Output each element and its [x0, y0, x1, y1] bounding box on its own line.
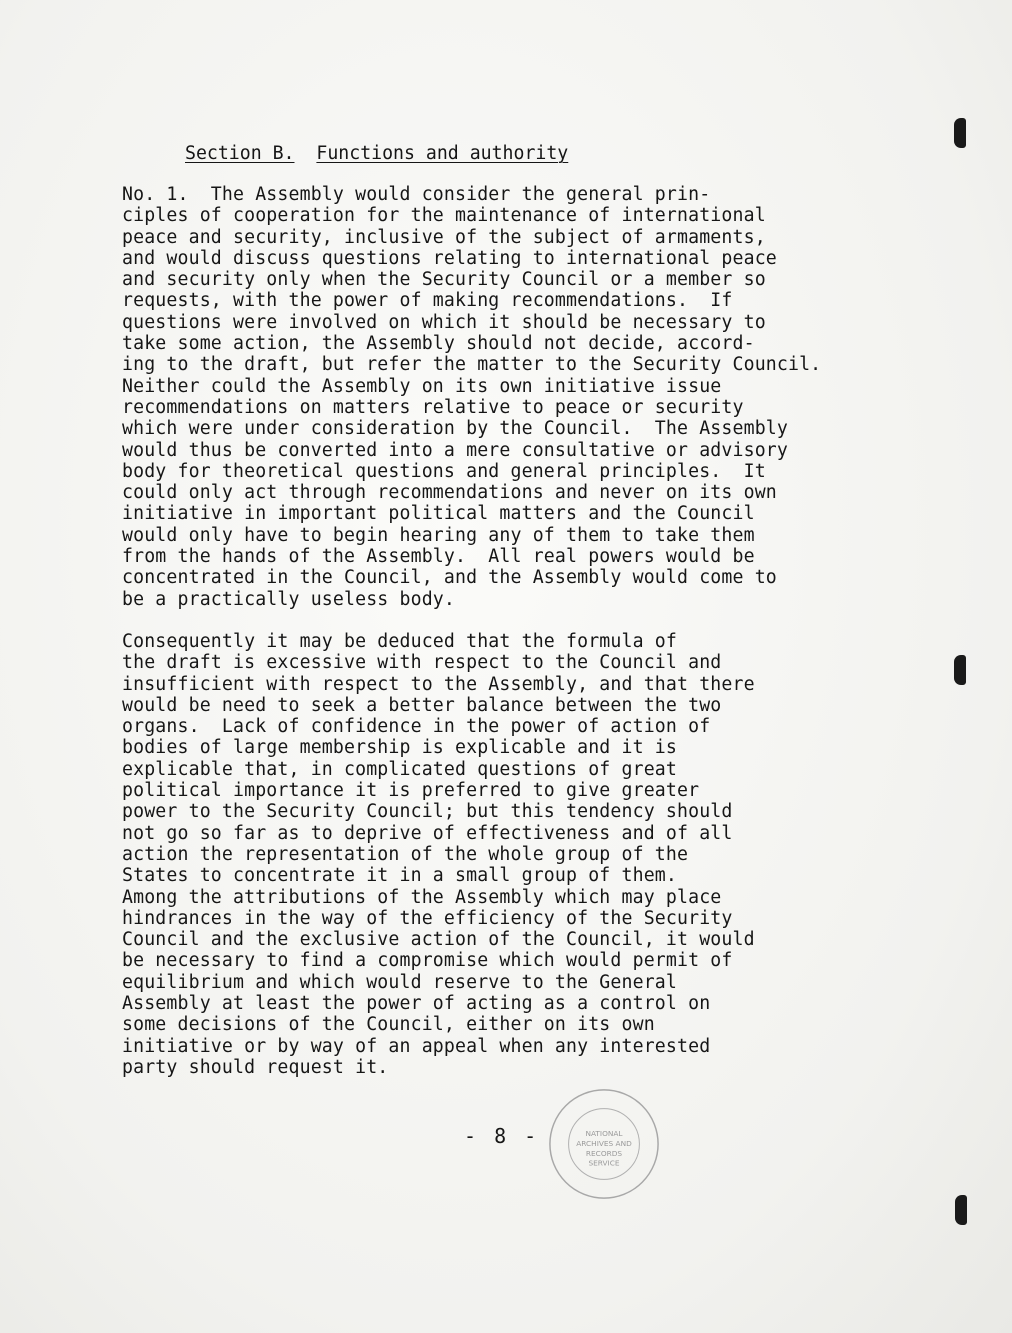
punch-hole-top: [954, 118, 966, 148]
svg-text:RECORDS: RECORDS: [585, 1148, 623, 1158]
paragraph-no-1: No. 1. The Assembly would consider the general prin- ciples of cooperation for the maintenance of international peace and security, inclusive of the subject of armaments, and would discuss questions relating to international peace and security only when the Security Council or a member so requests, with the power of making recommendations. If questions were involved on which it should be necessary to take some action, the Assembly should not decide, accord- ing to the draft, but refer the matter to the Security Council. Neither could the Assembly on its own initiative issue recommendations on matters relative to peace or security which were under consideration by the Council. The Assembly would thus be converted into a mere consultative or advisory body for theoretical questions and general principles. It could only act through recommendations and never on its own initiative in important political matters and the Council would only have to begin hearing any of them to take them from the hands of the Assembly. All real powers would be concentrated in the Council, and the Assembly would come to be a practically useless body.: [122, 184, 822, 610]
section-heading: [185, 143, 568, 164]
archive-stamp: [545, 1085, 663, 1203]
paragraph-consequently: Consequently it may be deduced that the formula of the draft is excessive with respect to the Council and insufficient with respect to the Assembly, and that there would be need to seek a better balance between the two organs. Lack of confidence in the power of action of bodies of large membership is explicable and it is explicable that, in complicated questions of great political importance it is preferred to give greater power to the Security Council; but this tendency should not go so far as to deprive of effectiveness and of all action the representation of the whole group of the States to concentrate it in a small group of them. Among the attributions of the Assembly which may place hindrances in the way of the efficiency of the Security Council and the exclusive action of the Council, it would be necessary to find a compromise which would permit of equilibrium and which would reserve to the General Assembly at least the power of acting as a control on some decisions of the Council, either on its own initiative or by way of an appeal when any interested party should request it.: [122, 631, 755, 1078]
section-title: Functions and authority: [316, 143, 569, 164]
svg-text:SERVICE: SERVICE: [588, 1158, 620, 1168]
svg-text:NATIONAL: NATIONAL: [585, 1129, 623, 1139]
page-number: - 8 -: [464, 1124, 540, 1148]
punch-hole-middle: [954, 655, 966, 685]
svg-text:ARCHIVES AND: ARCHIVES AND: [576, 1138, 632, 1148]
punch-hole-bottom: [955, 1195, 967, 1225]
section-label: Section B.: [185, 143, 295, 164]
